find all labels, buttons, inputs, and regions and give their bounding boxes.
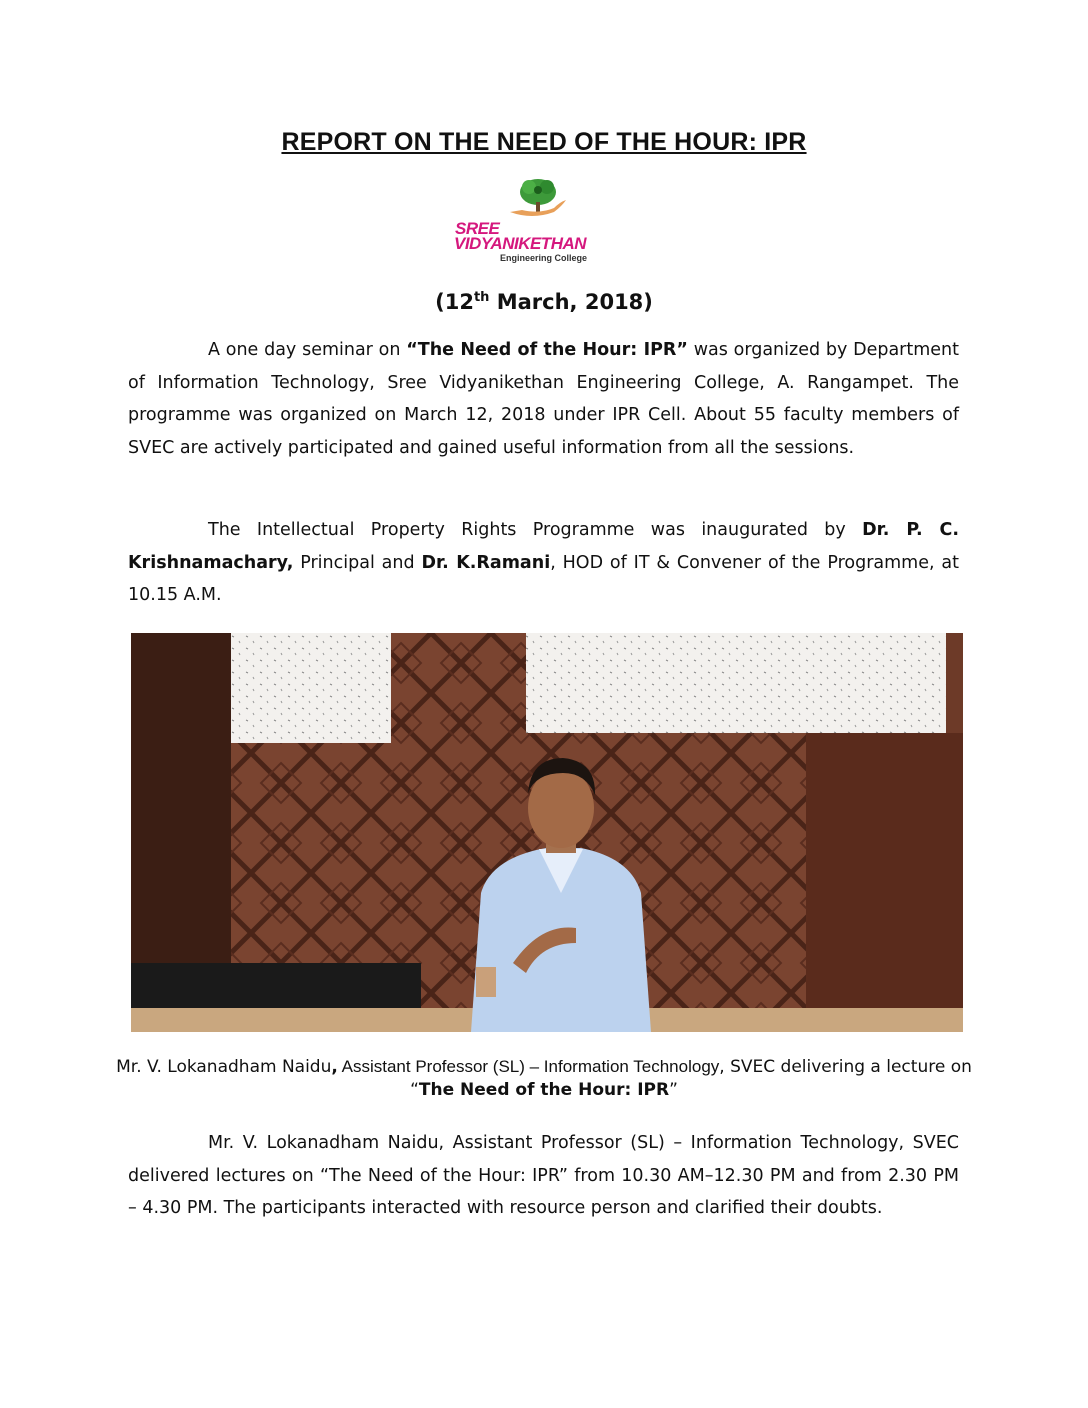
paragraph-lecture: Mr. V. Lokanadham Naidu, Assistant Professor (SL) – Information Technology, SVEC delivered lectures on “The Need of the Hour: IPR” from 10.30 AM–12.30 PM and from 2.30 PM – 4.30 PM. The participants interacted with resource person and clarified their doubts.	[128, 1133, 959, 1218]
speaker-photo	[131, 633, 963, 1032]
logo-text-sree: SREE	[455, 219, 500, 238]
photo-caption: Mr. V. Lokanadham Naidu, Assistant Professor (SL) – Information Technology, SVEC delivering a lecture on “The Need of the Hour: IPR”	[116, 1057, 972, 1100]
tree-hand-logo-icon	[492, 178, 582, 222]
college-logo	[452, 178, 620, 266]
lecture-hall-image	[131, 633, 963, 1032]
paragraph-inauguration: The Intellectual Property Rights Programme was inaugurated by Dr. P. C. Krishnamachary, Principal and Dr. K.Ramani, HOD of IT & Convener of the Programme, at 10.15 A.M.	[128, 520, 959, 605]
report-title: REPORT ON THE NEED OF THE HOUR: IPR	[281, 128, 807, 156]
paragraph-intro: A one day seminar on “The Need of the Hour: IPR” was organized by Department of Information Technology, Sree Vidyanikethan Engineering College, A. Rangampet. The programme was organized on March 12, 2018 under IPR Cell. About 55 faculty members of SVEC are actively participated and gained useful information from all the sessions.	[128, 340, 959, 458]
logo-subtitle: Engineering College	[500, 253, 588, 263]
logo-text-vidyanikethan: VIDYANIKETHAN	[454, 234, 587, 253]
report-date: (12th March, 2018)	[435, 290, 653, 314]
